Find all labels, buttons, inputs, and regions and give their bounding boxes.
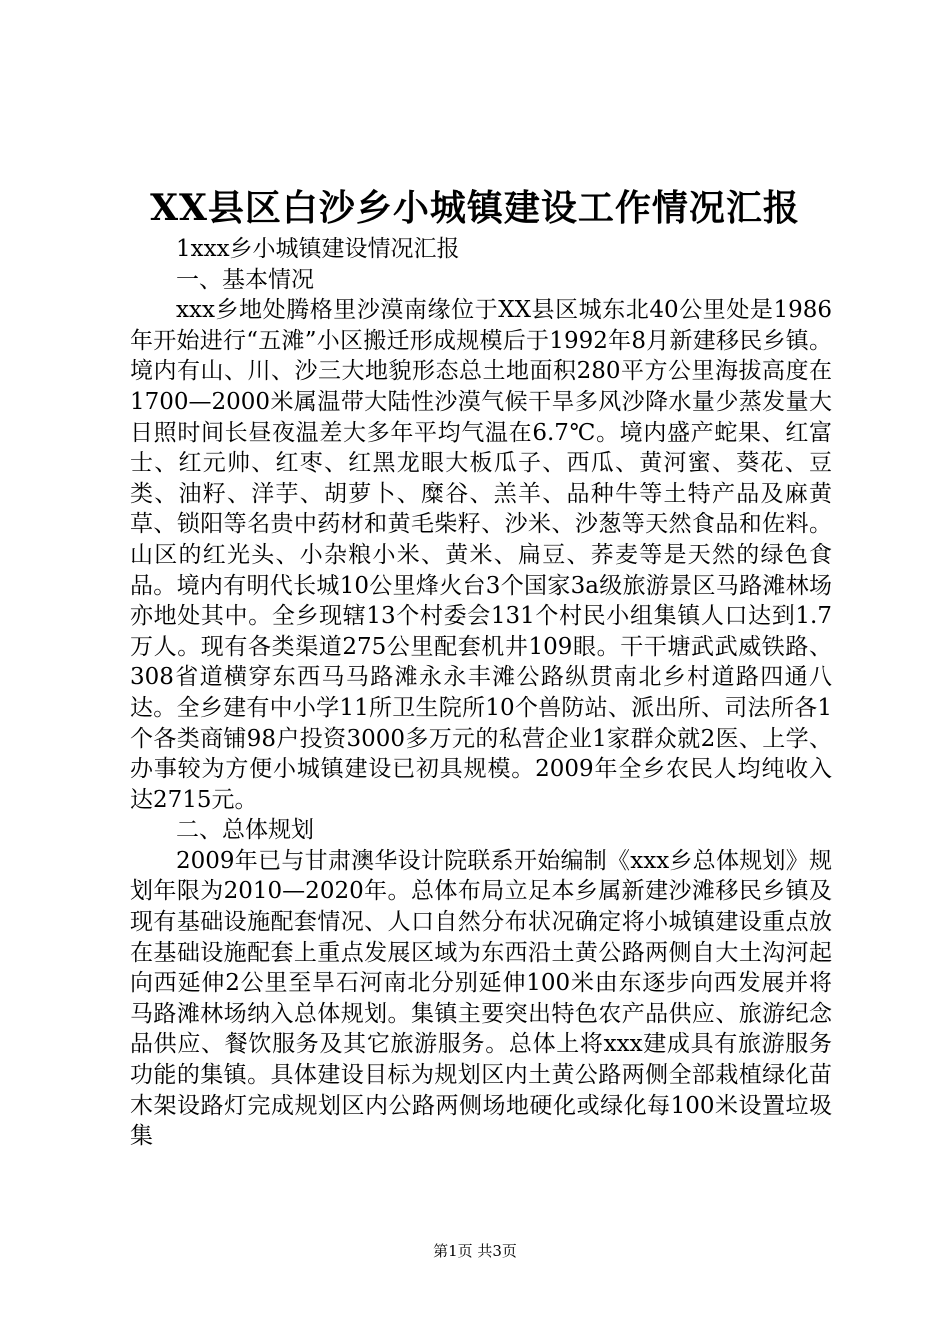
section-heading-basic: 一、基本情况 (176, 266, 314, 293)
document-subtitle: 1xxx乡小城镇建设情况汇报 (176, 236, 460, 262)
document-title: XX县区白沙乡小城镇建设工作情况汇报 (150, 187, 800, 229)
section-heading-planning: 二、总体规划 (176, 817, 314, 844)
page-footer: 第1页 共3页 (433, 1242, 517, 1260)
document-body (130, 234, 832, 1152)
paragraph-overall-planning: 2009年已与甘肃澳华设计院联系开始编制《xxx乡总体规划》规划年限为2010—2020年。总体布局立足本乡属新建沙滩移民乡镇及现有基础设施配套情况、人口自然分布状况确定将小城镇建设重点放在基础设施配套上重点发展区域为东西沿土黄公路两侧自大土沟河起向西延伸2公里至旱石河南北分别延伸100米由东逐步向西发展并将马路滩林场纳入总体规划。集镇主要突出特色农产品供应、旅游纪念品供应、餐饮服务及其它旅游服务。总体上将xxx建成具有旅游服务功能的集镇。具体建设目标为规划区内土黄公路两侧全部栽植绿化苗木架设路灯完成规划区内公路两侧场地硬化或绿化每100米设置垃圾集 (130, 847, 832, 1150)
paragraph-basic-info: xxx乡地处腾格里沙漠南缘位于XX县区城东北40公里处是1986年开始进行“五滩”小区搬迁形成规模后于1992年8月新建移民乡镇。境内有山、川、沙三大地貌形态总土地面积280平方公里海拔高度在1700—2000米属温带大陆性沙漠气候干旱多风沙降水量少蒸发量大日照时间长昼夜温差大多年平均气温在6.7℃。境内盛产蛇果、红富士、红元帅、红枣、红黑龙眼大板瓜子、西瓜、黄河蜜、葵花、豆类、油籽、洋芋、胡萝卜、糜谷、羔羊、品种牛等土特产品及麻黄草、锁阳等名贵中药材和黄毛柴籽、沙米、沙葱等天然食品和佐料。山区的红光头、小杂粮小米、黄米、扁豆、荞麦等是天然的绿色食品。境内有明代长城10公里烽火台3个国家3a级旅游景区马路滩林场亦地处其中。全乡现辖13个村委会131个村民小组集镇人口达到1.7万人。现有各类渠道275公里配套机井109眼。干干塘武武威铁路、308省道横穿东西马马路滩永永丰滩公路纵贯南北乡村道路四通八达。全乡建有中小学11所卫生院所10个兽防站、派出所、司法所各1个各类商铺98户投资3000多万元的私营企业1家群众就2医、上学、办事较为方便小城镇建设已初具规模。2009年全乡农民人均纯收入达2715元。 (130, 297, 832, 813)
